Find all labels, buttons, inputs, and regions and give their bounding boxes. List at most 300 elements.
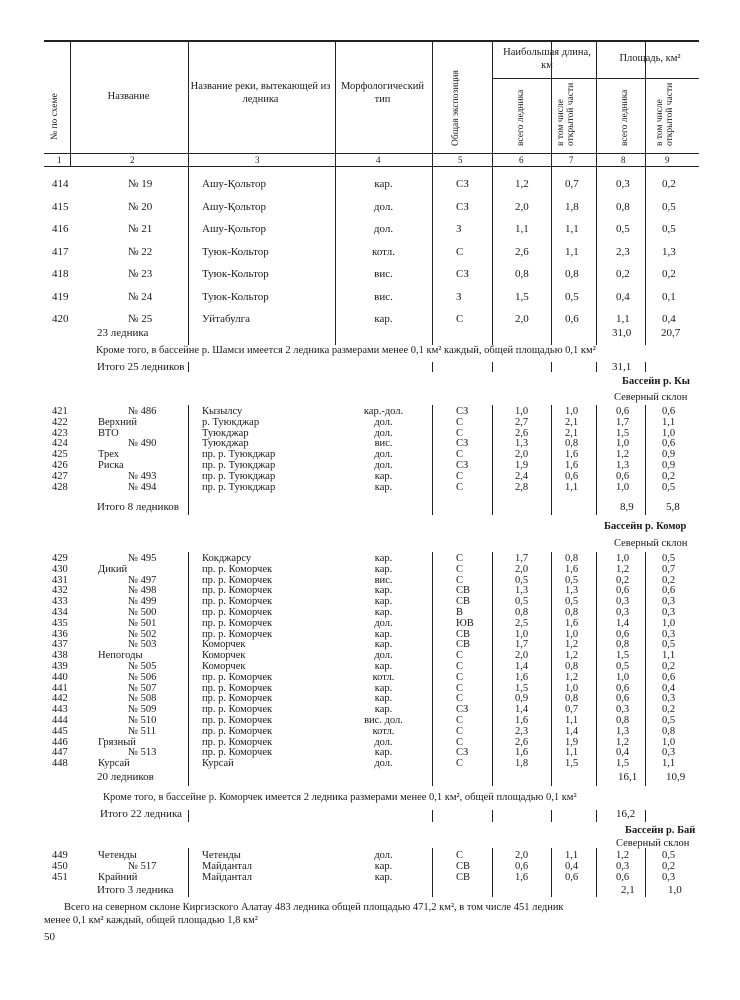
area-open: 0,5 [662,715,676,726]
morph-type: вис. дол. [364,715,403,726]
length-total: 0,8 [515,607,529,618]
exposition: С [456,661,464,672]
row-number: 439 [52,661,68,672]
length-open: 0,8 [565,693,579,705]
length-open: 1,1 [565,747,579,759]
length-open: 1,0 [565,682,579,694]
river-name: пр. р. Коморчек [202,736,273,748]
river-name: пр. р. Коморчек [202,585,273,597]
row-number: 445 [52,725,68,737]
river-name: Туюкджар [202,427,249,439]
area-total: 0,2 [616,574,630,586]
length-open: 0,8 [565,553,579,564]
total-area-open: 5,8 [666,501,680,513]
length-open: 1,3 [565,585,579,597]
length-total: 2,6 [515,736,529,748]
row-number: 434 [52,607,68,618]
header-col2: Название [107,91,150,102]
glacier-name: Риска [98,460,124,471]
column-number: 6 [519,155,524,165]
row-number: 430 [52,563,68,575]
subtotal-area: 16,1 [618,771,638,783]
river-name: Уйтабулга [202,313,251,325]
morph-type: котл. [372,245,395,258]
area-total: 2,3 [616,245,630,258]
length-total: 1,4 [515,704,529,716]
exposition: С [456,470,464,482]
river-name: Майдантал [202,860,252,872]
morph-type: кар. [374,313,393,325]
area-open: 0,6 [662,671,676,683]
row-number: 448 [52,758,68,770]
morph-type: кар. [374,607,393,618]
river-name: Курсай [202,758,234,770]
length-open: 1,2 [565,671,579,683]
length-open: 1,1 [565,223,579,235]
river-name: пр. р. Коморчек [202,671,273,683]
column-number: 9 [665,155,670,165]
area-total: 0,6 [616,470,630,482]
river-name: Туюк-Кольтор [202,268,269,280]
morph-type: дол. [374,460,393,471]
area-open: 0,2 [662,574,676,586]
area-total: 1,3 [616,460,630,471]
row-number: 437 [52,639,68,651]
area-open: 1,1 [662,416,676,428]
morph-type: котл. [372,725,395,737]
exposition: С [456,449,464,461]
header-col9: в том числе открытой части [655,82,675,146]
length-total: 1,9 [515,460,529,471]
length-total: 1,8 [515,758,529,770]
river-name: Ашу-Қольтор [202,178,267,190]
length-total: 1,6 [515,715,529,726]
area-open: 0,2 [662,268,676,280]
row-number: 436 [52,628,68,640]
exposition: С [456,427,464,439]
subtotal-area-open: 20,7 [661,327,681,339]
length-open: 1,6 [565,617,579,629]
length-open: 0,8 [565,661,579,672]
area-total: 1,1 [616,313,630,325]
river-name: пр. р. Туюкджар [202,470,276,482]
area-open: 0,3 [662,871,676,883]
area-open: 1,1 [662,650,676,662]
morph-type: кар. [374,470,393,482]
length-open: 0,8 [565,607,579,618]
glacier-name: № 509 [128,704,157,716]
glacier-name: № 22 [128,245,153,258]
morph-type: дол. [374,617,393,629]
area-total: 0,6 [616,871,630,883]
exposition: СВ [456,860,471,872]
river-name: пр. р. Коморчек [202,704,273,716]
morph-type: кар. [374,747,393,759]
morph-type: дол. [374,758,393,770]
total-label: Итого 25 ледников [97,361,185,373]
basin-title: Бассейн р. Комор [604,521,687,532]
river-name: Четенды [202,850,241,861]
length-open: 1,1 [565,481,579,493]
row-number: 424 [52,438,68,450]
slope-title: Северный склон [616,838,690,849]
exposition: З [456,290,462,303]
glacier-name: № 494 [128,481,157,493]
area-open: 0,4 [662,313,676,325]
glacier-name: № 495 [128,553,157,564]
exposition: С [456,553,464,564]
row-number: 447 [52,747,68,759]
column-number: 5 [458,155,463,165]
area-total: 0,3 [616,178,630,190]
exposition: С [456,850,464,861]
length-total: 2,4 [515,470,529,482]
row-number: 431 [52,574,68,586]
glacier-name: № 513 [128,747,157,759]
morph-type: кар. [374,693,393,705]
row-number: 435 [52,617,68,629]
morph-type: кар.-дол. [363,406,404,417]
area-total: 0,6 [616,628,630,640]
header-group-area: Площадь, км² [619,53,681,64]
morph-type: вис. [374,290,393,303]
area-open: 0,3 [662,747,676,759]
row-number: 442 [52,693,68,705]
exposition: СЗ [456,460,469,471]
glacier-name: № 511 [128,725,157,737]
area-total: 0,6 [616,585,630,597]
row-number: 451 [52,871,68,883]
glacier-name: № 505 [128,661,157,672]
header-col1: № по схеме [50,93,60,140]
row-number: 449 [52,850,68,861]
area-total: 0,8 [616,715,630,726]
exposition: СЗ [456,438,469,450]
area-total: 0,2 [616,268,630,280]
area-total: 0,5 [616,223,630,235]
row-number: 443 [52,704,68,716]
exposition: СВ [456,639,471,651]
slope-title: Северный склон [614,392,688,403]
basin-title: Бассейн р. Бай [625,825,696,836]
length-total: 1,5 [515,682,529,694]
morph-type: кар. [374,585,393,597]
river-name: пр. р. Туюкджар [202,460,276,471]
row-number: 438 [52,650,68,662]
row-number: 418 [52,268,69,280]
exposition: С [456,671,464,683]
glacier-name: № 502 [128,628,157,640]
morph-type: дол. [374,449,393,461]
river-name: пр. р. Коморчек [202,747,273,759]
column-number: 1 [57,155,62,165]
river-name: Ашу-Қольтор [202,223,267,235]
length-total: 2,6 [515,427,529,439]
glacier-name: № 486 [128,406,157,417]
length-open: 1,6 [565,563,579,575]
row-number: 423 [52,427,68,439]
row-number: 417 [52,245,69,258]
glacier-name: Курсай [98,758,130,770]
glacier-name: № 510 [128,715,157,726]
summary-line-2: менее 0,1 км² каждый, общей площадью 1,8 км² [44,915,258,926]
row-number: 426 [52,460,68,471]
river-name: Кокджарсу [202,553,252,564]
area-open: 0,2 [662,704,676,716]
length-total: 0,6 [515,860,529,872]
morph-type: дол. [374,427,393,439]
area-open: 0,3 [662,628,676,640]
header-col8: всего ледника [620,89,630,146]
length-total: 2,0 [515,313,529,325]
river-name: пр. р. Коморчек [202,574,273,586]
exposition: З [456,223,462,235]
total-area: 8,9 [620,501,634,513]
length-total: 1,3 [515,438,529,450]
glacier-name: Трех [98,449,120,461]
area-total: 0,5 [616,661,630,672]
area-open: 0,5 [662,200,676,213]
length-open: 1,6 [565,460,579,471]
area-open: 0,5 [662,223,676,235]
river-name: Кызылсу [202,406,243,417]
area-total: 1,2 [616,563,630,575]
area-total: 1,0 [616,553,630,564]
subtotal-label: 20 ледников [97,771,154,783]
length-total: 1,1 [515,223,529,235]
row-number: 450 [52,860,68,872]
morph-type: кар. [374,871,393,883]
area-open: 0,5 [662,639,676,651]
row-number: 428 [52,481,68,493]
length-open: 1,8 [565,200,579,213]
length-open: 1,5 [565,758,579,770]
glacier-name: № 21 [128,223,153,235]
row-number: 444 [52,715,68,726]
row-number: 420 [52,313,69,325]
exposition: С [456,725,464,737]
river-name: пр. р. Коморчек [202,693,273,705]
total-area-open: 1,0 [668,884,682,896]
morph-type: вис. [374,438,393,450]
area-open: 0,2 [662,860,676,872]
length-open: 0,5 [565,290,579,303]
glacier-name: Четенды [98,850,137,861]
length-total: 1,6 [515,671,529,683]
length-total: 2,7 [515,416,529,428]
length-open: 2,1 [565,416,579,428]
area-open: 0,5 [662,850,676,861]
area-open: 0,2 [662,470,676,482]
length-total: 0,5 [515,596,529,608]
length-total: 2,3 [515,725,529,737]
length-total: 2,0 [515,563,529,575]
morph-type: кар. [374,704,393,716]
morph-type: вис. [374,574,393,586]
length-open: 1,4 [565,725,579,737]
header-col7: в том числе открытой части [556,82,576,146]
area-total: 1,0 [616,438,630,450]
header-col4: Морфологический тип [340,81,425,105]
area-total: 1,5 [616,650,630,662]
row-number: 429 [52,553,68,564]
row-number: 421 [52,406,68,417]
area-open: 0,9 [662,449,676,461]
area-open: 0,6 [662,438,676,450]
area-open: 1,0 [662,427,676,439]
row-number: 419 [52,290,69,303]
subtotal-area-open: 10,9 [666,771,686,783]
header-col3: Название реки, вытекающей из ледника [190,81,331,105]
morph-type: кар. [374,682,393,694]
length-total: 1,7 [515,553,529,564]
exposition: СВ [456,628,471,640]
column-number: 7 [569,155,574,165]
area-total: 0,3 [616,704,630,716]
area-open: 0,9 [662,460,676,471]
exposition: С [456,650,464,662]
glacier-name: № 497 [128,574,157,586]
length-total: 2,0 [515,850,529,861]
river-name: Туюкджар [202,438,249,450]
length-open: 0,7 [565,704,579,716]
row-number: 433 [52,596,68,608]
length-open: 0,5 [565,574,579,586]
glacier-name: № 507 [128,682,157,694]
row-number: 422 [52,416,68,428]
exposition: С [456,693,464,705]
length-total: 1,4 [515,661,529,672]
area-total: 1,2 [616,449,630,461]
morph-type: дол. [374,650,393,662]
river-name: Туюк-Кольтор [202,245,269,258]
morph-type: кар. [374,178,393,190]
river-name: Майдантал [202,871,252,883]
area-total: 1,2 [616,736,630,748]
area-total: 0,6 [616,693,630,705]
glacier-name: № 503 [128,639,157,651]
glacier-name: № 24 [128,290,153,303]
length-open: 1,2 [565,650,579,662]
glacier-name: № 23 [128,268,153,280]
morph-type: кар. [374,661,393,672]
length-open: 1,9 [565,736,579,748]
length-open: 1,0 [565,406,579,417]
morph-type: кар. [374,628,393,640]
total-area: 31,1 [612,361,632,373]
length-total: 1,0 [515,628,529,640]
length-open: 0,4 [565,860,579,872]
area-open: 0,2 [662,661,676,672]
area-total: 1,0 [616,671,630,683]
glacier-name: № 19 [128,178,153,190]
length-open: 1,1 [565,245,579,258]
area-open: 0,7 [662,563,676,575]
river-name: пр. р. Коморчек [202,607,273,618]
morph-type: дол. [373,223,394,235]
area-open: 0,6 [662,406,676,417]
length-total: 2,0 [515,449,529,461]
area-total: 1,3 [616,725,630,737]
row-number: 446 [52,736,68,748]
basin-title: Бассейн р. Кы [622,376,690,387]
length-open: 2,1 [565,427,579,439]
length-total: 1,6 [515,871,529,883]
area-total: 0,8 [616,200,630,213]
area-total: 1,7 [616,416,630,428]
river-name: Ашу-Қольтор [202,200,267,213]
morph-type: дол. [374,850,393,861]
area-open: 0,5 [662,481,676,493]
column-number: 2 [130,155,135,165]
exposition: С [456,736,464,748]
river-name: пр. р. Туюкджар [202,481,276,493]
total-label: Итого 3 ледника [97,884,174,896]
length-total: 1,6 [515,747,529,759]
area-total: 1,5 [616,758,630,770]
column-number: 3 [255,155,260,165]
morph-type: кар. [374,596,393,608]
area-total: 1,4 [616,617,630,629]
glacier-name: Крайний [98,871,138,883]
morph-type: кар. [374,563,393,575]
length-total: 1,2 [515,178,529,190]
subtotal-label: 23 ледника [97,327,149,339]
header-col6: всего ледника [516,89,526,146]
morph-type: кар. [374,553,393,564]
column-number: 8 [621,155,626,165]
subtotal-area: 31,0 [612,327,632,339]
glacier-name: № 501 [128,617,157,629]
river-name: пр. р. Коморчек [202,715,273,726]
exposition: СЗ [456,704,469,716]
row-number: 415 [52,200,69,213]
glacier-name: ВТО [98,427,119,439]
length-total: 2,8 [515,481,529,493]
morph-type: дол. [373,200,394,213]
length-open: 0,6 [565,313,579,325]
morph-type: кар. [374,860,393,872]
length-total: 2,5 [515,617,529,629]
glacier-name: № 500 [128,607,157,618]
length-total: 0,5 [515,574,529,586]
row-number: 425 [52,449,68,461]
length-total: 0,9 [515,693,529,705]
length-open: 0,6 [565,470,579,482]
area-total: 0,6 [616,682,630,694]
header-col5: Общая экспозиция [451,70,461,146]
exposition: СЗ [456,178,469,190]
area-open: 0,4 [662,682,676,694]
area-open: 0,2 [662,178,676,190]
row-number: 414 [52,178,69,190]
area-open: 0,3 [662,607,676,618]
area-total: 0,4 [616,747,630,759]
exposition: СЗ [456,200,469,213]
glacier-name: Непогоды [98,650,143,662]
area-total: 0,8 [616,639,630,651]
exposition: С [456,758,464,770]
exposition: СВ [456,585,471,597]
glacier-name: Грязный [98,736,136,748]
length-open: 1,2 [565,639,579,651]
morph-type: котл. [372,671,395,683]
glacier-name: № 499 [128,596,157,608]
glacier-name: № 506 [128,671,157,683]
area-total: 1,5 [616,427,630,439]
exposition: С [456,682,464,694]
total-label: Итого 8 ледников [97,501,179,513]
